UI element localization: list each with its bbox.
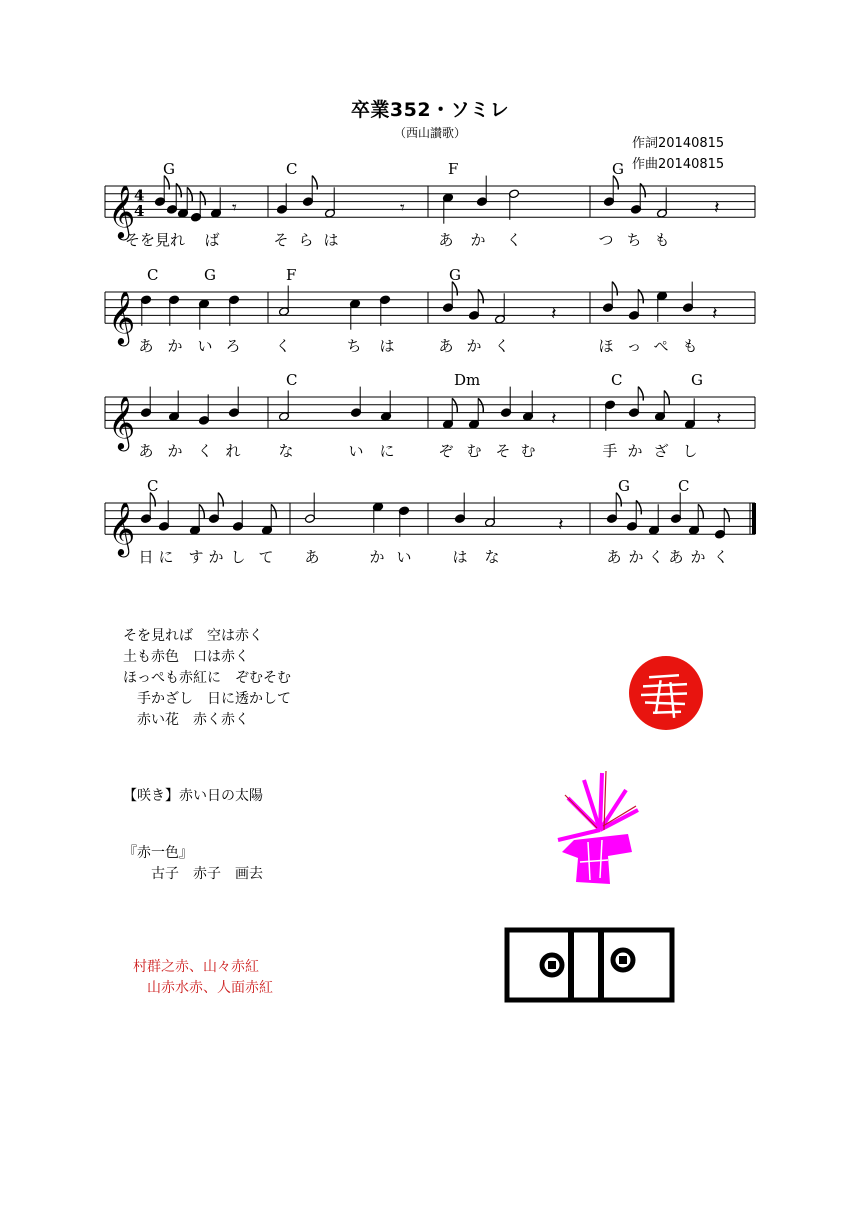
lyric-syllable: っ	[626, 337, 642, 356]
lyric-syllable: そ	[273, 231, 289, 250]
lyric-syllable: ば	[204, 231, 220, 250]
chord-symbol: G	[691, 371, 703, 389]
quarter-rest-icon: 𝄽	[551, 303, 557, 325]
lyric-syllable: か	[470, 231, 486, 250]
lyrics-credit: 作詞20140815	[632, 136, 725, 151]
lyric-syllable: に	[158, 548, 174, 567]
verse-line: そを見れば 空は赤く	[123, 628, 263, 644]
chord-symbol: C	[147, 266, 159, 284]
lyric-syllable: て	[258, 548, 274, 567]
chord-symbol: F	[448, 160, 459, 178]
lyric-syllable: く	[506, 231, 522, 250]
magenta-flower-drawing	[550, 768, 650, 886]
verse-line: 土も赤色 口は赤く	[123, 649, 249, 665]
quarter-rest-icon: 𝄽	[551, 408, 557, 430]
lyric-syllable: あ	[438, 231, 454, 250]
lyric-syllable: あ	[304, 548, 320, 567]
quarter-rest-icon: 𝄽	[714, 197, 720, 219]
music-score	[0, 0, 860, 580]
lyric-syllable: す	[188, 548, 204, 567]
verse-line: ほっぺも赤紅に ぞむそむ	[123, 670, 291, 686]
chord-symbol: C	[286, 160, 298, 178]
red-sun-drawing	[627, 654, 705, 732]
lyric-syllable: か	[369, 548, 385, 567]
lyric-syllable: も	[654, 231, 670, 250]
lyric-syllable: つ	[598, 231, 614, 250]
chord-symbol: G	[612, 160, 624, 178]
red-verse-line: 山赤水赤、人面赤紅	[133, 980, 273, 996]
quarter-rest-icon: 𝄽	[712, 303, 718, 325]
lyric-syllable: あ	[668, 548, 684, 567]
artwork-title: 『赤一色』	[123, 845, 193, 861]
treble-clef-icon: 𝄞	[108, 501, 136, 556]
lyric-syllable: か	[628, 548, 644, 567]
chord-symbol: C	[678, 477, 690, 495]
music-credit: 作曲20140815	[632, 157, 725, 172]
lyric-syllable: あ	[138, 337, 154, 356]
lyric-syllable: い	[396, 548, 412, 567]
lyric-syllable: ろ	[225, 337, 241, 356]
lyric-syllable: い	[348, 442, 364, 461]
lyric-syllable: ぺ	[653, 337, 669, 356]
chord-symbol: C	[147, 477, 159, 495]
time-signature-top: 4	[134, 186, 145, 205]
lyric-syllable: か	[208, 548, 224, 567]
eighth-rest-icon: 𝄾	[232, 197, 237, 219]
lyric-syllable: あ	[138, 442, 154, 461]
lyric-syllable: な	[278, 442, 294, 461]
red-verse-line: 村群之赤、山々赤紅	[133, 959, 259, 975]
lyric-syllable: に	[379, 442, 395, 461]
quarter-rest-icon: 𝄽	[716, 408, 722, 430]
lyric-syllable: ち	[626, 231, 642, 250]
lyric-syllable: く	[713, 548, 729, 567]
lyric-syllable: か	[167, 442, 183, 461]
chord-symbol: G	[618, 477, 630, 495]
chord-symbol: C	[611, 371, 623, 389]
lyric-syllable: あ	[606, 548, 622, 567]
verse-line: 赤い花 赤く赤く	[123, 712, 249, 728]
box-symbol-drawing	[504, 927, 676, 1005]
chord-symbol: G	[204, 266, 216, 284]
lyric-syllable: そを見れ	[124, 231, 186, 250]
lyric-syllable: 日	[138, 548, 154, 567]
lyric-syllable: む	[520, 442, 536, 461]
lyric-syllable: あ	[438, 337, 454, 356]
lyric-syllable: く	[197, 442, 213, 461]
lyric-syllable: は	[379, 337, 395, 356]
chord-symbol: C	[286, 371, 298, 389]
lyric-syllable: そ	[495, 442, 511, 461]
verse-line: 手かざし 日に透かして	[123, 691, 291, 707]
lyric-syllable: は	[452, 548, 468, 567]
chord-symbol: Dm	[454, 371, 481, 389]
note-flag	[218, 493, 223, 507]
final-bar-line	[752, 503, 756, 534]
notes	[141, 176, 730, 539]
treble-clef-icon: 𝄞	[108, 290, 136, 345]
lyric-syllable: ぞ	[438, 442, 454, 461]
lyric-syllable: く	[275, 337, 291, 356]
lyric-syllable: な	[484, 548, 500, 567]
quarter-rest-icon: 𝄽	[558, 514, 564, 536]
lyric-syllable: む	[466, 442, 482, 461]
verse-lyrics	[123, 626, 291, 731]
lyric-syllable: か	[167, 337, 183, 356]
lyric-syllable: い	[197, 337, 213, 356]
note-flag	[638, 387, 643, 401]
lyric-syllable: か	[627, 442, 643, 461]
lyric-syllable: ざ	[653, 442, 669, 461]
treble-clef-icon: 𝄞	[108, 395, 136, 450]
chord-symbol: F	[286, 266, 297, 284]
lyric-syllable: か	[466, 337, 482, 356]
lyric-syllable: れ	[225, 442, 241, 461]
eighth-rest-icon: 𝄾	[400, 197, 405, 219]
lyric-syllable: か	[690, 548, 706, 567]
treble-clef-icon: 𝄞	[108, 184, 136, 239]
lyric-syllable: く	[648, 548, 664, 567]
lyric-syllable: も	[682, 337, 698, 356]
chord-symbol: G	[449, 266, 461, 284]
time-signature-bottom: 4	[134, 202, 145, 221]
chord-symbol: G	[163, 160, 175, 178]
bloom-caption: 【咲き】赤い日の太陽	[123, 788, 263, 804]
lyric-syllable: ち	[346, 337, 362, 356]
song-subtitle: （西山讃歌）	[393, 126, 466, 140]
lyric-syllable: 手	[602, 442, 618, 461]
lyric-syllable: し	[682, 442, 698, 461]
lyric-syllable: ほ	[598, 337, 614, 356]
note-flag	[612, 282, 617, 296]
note-flag	[312, 176, 317, 190]
lyric-syllable: ら	[298, 231, 314, 250]
lyric-syllable: く	[494, 337, 510, 356]
lyric-syllable: し	[230, 548, 246, 567]
red-verse	[133, 957, 273, 999]
lyric-syllable: は	[323, 231, 339, 250]
artwork-artist: 古子 赤子 画去	[123, 866, 263, 882]
song-title: 卒業352・ソミレ	[350, 99, 510, 121]
